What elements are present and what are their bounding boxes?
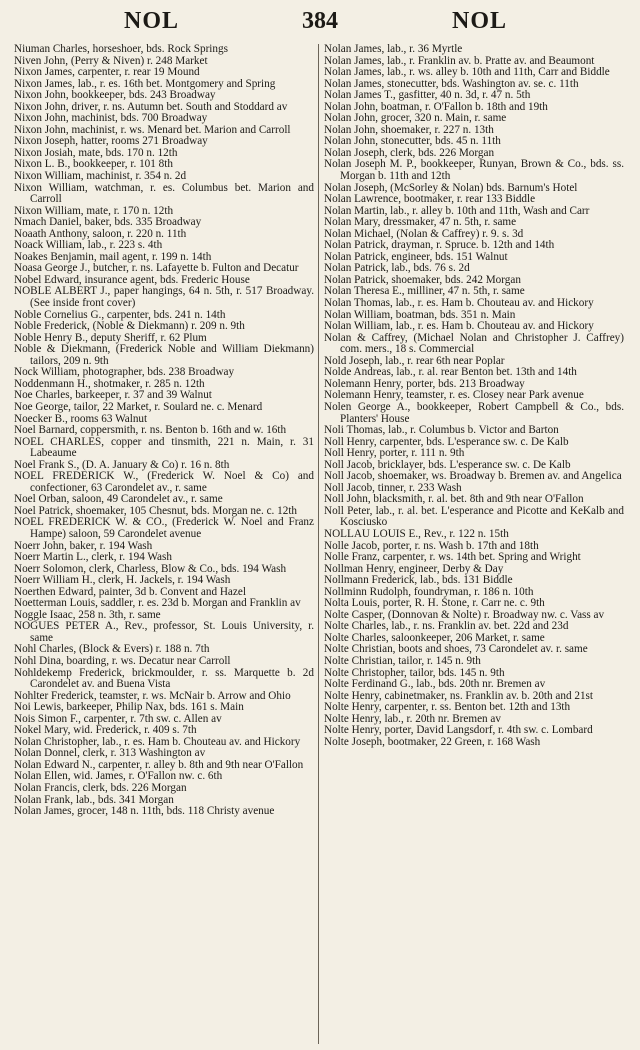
directory-entry: Nohldekemp Frederick, brickmoulder, r. ss. Marquette b. 2d Carondelet av. and Buena Vista xyxy=(14,666,314,691)
directory-entry: Nolte Henry, cabinetmaker, ns. Franklin av. b. 20th and 21st xyxy=(324,689,594,702)
directory-entry: Nixon John, driver, r. ns. Autumn bet. South and Stoddard av xyxy=(14,100,288,113)
directory-entry: Nold Joseph, lab., r. rear 6th near Poplar xyxy=(324,354,505,367)
directory-entry: NOBLE ALBERT J., paper hangings, 64 n. 5th, r. 517 Broadway. (See inside front cover) xyxy=(14,285,314,310)
directory-entry: Nolan Martin, lab., r. alley b. 10th and 11th, Wash and Carr xyxy=(324,204,590,217)
header-right-guide: NOL xyxy=(452,8,508,34)
directory-entry: Nolan Patrick, engineer, bds. 151 Walnut xyxy=(324,250,508,263)
directory-entry: Noi Lewis, barkeeper, Philip Nax, bds. 161 s. Main xyxy=(14,701,244,714)
directory-entry: Nolan Edward N., carpenter, r. alley b. 8th and 9th near O'Fallon xyxy=(14,758,304,771)
directory-entry: Nolan James, lab., r. Franklin av. b. Pratte av. and Beaumont xyxy=(324,54,595,67)
directory-entry: Noggle Isaac, 258 n. 3th, r. same xyxy=(14,608,161,621)
directory-entry: Nobel Edward, insurance agent, bds. Frederic House xyxy=(14,273,250,286)
directory-entry: Nolan Theresa E., milliner, 47 n. 5th, r. same xyxy=(324,285,525,298)
directory-entry: NOEL FREDERICK W. & CO., (Frederick W. Noel and Franz Hampe) saloon, 59 Carondelet avenue xyxy=(14,516,314,540)
directory-entry: Nixon John, bookkeeper, bds. 243 Broadway xyxy=(14,89,216,102)
directory-entry: Nolan James, lab., r. 36 Myrtle xyxy=(324,44,463,55)
directory-entry: Nolde Andreas, lab., r. al. rear Benton bet. 13th and 14th xyxy=(324,366,577,379)
directory-entry: Nolan William, boatman, bds. 351 n. Main xyxy=(324,308,516,321)
directory-entry: Noel Frank S., (D. A. January & Co) r. 16 n. 8th xyxy=(14,458,230,471)
directory-entry: Nixon William, mate, r. 170 n. 12th xyxy=(14,204,174,217)
directory-entry: Noll Peter, lab., r. al. bet. L'esperance and Picotte and KeKalb and Kosciusko xyxy=(324,504,624,529)
directory-entry: Nolte Christian, tailor, r. 145 n. 9th xyxy=(324,654,481,667)
directory-entry: Nolte Henry, carpenter, r. ss. Benton bet. 12th and 13th xyxy=(324,701,571,714)
directory-entry: Nolte Charles, saloonkeeper, 206 Market, r. same xyxy=(324,631,545,644)
directory-entry: Nolemann Henry, porter, bds. 213 Broadway xyxy=(324,377,525,390)
directory-entry: Noble & Diekmann, (Frederick Noble and William Diekmann) tailors, 209 n. 9th xyxy=(14,343,314,367)
directory-entry: Nixon Joseph, hatter, rooms 271 Broadway xyxy=(14,135,208,148)
directory-entry: Noerr William H., clerk, H. Jackels, r. 194 Wash xyxy=(14,574,231,587)
directory-entry: Nolan Lawrence, bootmaker, r. rear 133 Biddle xyxy=(324,193,536,206)
directory-entry: Noerr Martin L., clerk, r. 194 Wash xyxy=(14,551,172,564)
directory-entry: Nolta Louis, porter, R. H. Stone, r. Carr ne. c. 9th xyxy=(324,597,545,610)
directory-entry: Noel Orban, saloon, 49 Carondelet av., r. same xyxy=(14,493,223,506)
directory-entry: Nolle Jacob, porter, r. ns. Wash b. 17th and 18th xyxy=(324,539,539,552)
directory-entry: Nolan Michael, (Nolan & Caffrey) r. 9. s. 3d xyxy=(324,227,524,240)
directory-entry: Nixon John, machinist, bds. 700 Broadway xyxy=(14,112,208,125)
directory-entry: Nollman Henry, engineer, Derby & Day xyxy=(324,562,504,575)
directory-entry: Nixon John, machinist, r. ws. Menard bet. Marion and Carroll xyxy=(14,123,291,136)
directory-entry: Nixon James, carpenter, r. rear 19 Mound xyxy=(14,66,200,79)
directory-entry: Noddenmann H., shotmaker, r. 285 n. 12th xyxy=(14,377,205,390)
column-rule xyxy=(318,44,319,1044)
directory-entry: Noll John, blacksmith, r. al. bet. 8th and 9th near O'Fallon xyxy=(324,493,584,506)
directory-entry: Nolan Patrick, lab., bds. 76 s. 2d xyxy=(324,262,470,275)
directory-entry: Nolan James T., gasfitter, 40 n. 3d, r. 47 n. 5th xyxy=(324,89,531,102)
right-column xyxy=(324,44,624,748)
directory-entry: Nolan Patrick, drayman, r. Spruce. b. 12th and 14th xyxy=(324,239,555,252)
directory-entry: Nolan Francis, clerk, bds. 226 Morgan xyxy=(14,782,187,794)
directory-entry: Noetterman Louis, saddler, r. es. 23d b. Morgan and Franklin av xyxy=(14,597,301,610)
directory-entry: Nolan John, shoemaker, r. 227 n. 13th xyxy=(324,123,494,136)
directory-entry: Nolan John, stonecutter, bds. 45 n. 11th xyxy=(324,135,501,148)
directory-entry: Nolan Ellen, wid. James, r. O'Fallon nw. c. 6th xyxy=(14,770,223,783)
columns xyxy=(6,44,634,1044)
directory-entry: Nixon William, machinist, r. 354 n. 2d xyxy=(14,170,187,183)
header-left-guide: NOL xyxy=(124,8,180,34)
directory-entry: Niuman Charles, horseshoer, bds. Rock Springs xyxy=(14,44,228,55)
directory-entry: Nohl Charles, (Block & Evers) r. 188 n. 7th xyxy=(14,643,210,656)
directory-entry: Nolte Henry, porter, David Langsdorf, r. 4th sw. c. Lombard xyxy=(324,724,593,737)
directory-entry: Noll Henry, carpenter, bds. L'esperance sw. c. De Kalb xyxy=(324,435,569,448)
directory-entry: Noble Henry B., deputy Sheriff, r. 62 Plum xyxy=(14,331,207,344)
directory-entry: Noe Charles, barkeeper, r. 37 and 39 Walnut xyxy=(14,389,212,402)
directory-entry: Nixon James, lab., r. es. 16th bet. Montgomery and Spring xyxy=(14,77,276,90)
directory-entry: Nolan Christopher, lab., r. es. Ham b. Chouteau av. and Hickory xyxy=(14,735,301,748)
directory-entry: Nolte Christopher, tailor, bds. 145 n. 9th xyxy=(324,666,505,679)
directory-entry: NOLLAU LOUIS E., Rev., r. 122 n. 15th xyxy=(324,527,509,540)
directory-entry: Nolan Joseph, clerk, bds. 226 Morgan xyxy=(324,146,495,159)
directory-entry: Nolte Casper, (Donnovan & Nolte) r. Broadway nw. c. Vass av xyxy=(324,608,605,621)
directory-entry: Noack William, lab., r. 223 s. 4th xyxy=(14,239,163,252)
directory-entry: Noel Barnard, coppersmith, r. ns. Benton b. 16th and w. 16th xyxy=(14,424,287,437)
directory-entry: Noble Cornelius G., carpenter, bds. 241 n. 14th xyxy=(14,308,226,321)
directory-entry: Nolan Mary, dressmaker, 47 n. 5th, r. same xyxy=(324,216,517,229)
directory-entry: Noli Thomas, lab., r. Columbus b. Victor and Barton xyxy=(324,424,559,437)
directory-entry: Nolle Franz, carpenter, r. ws. 14th bet. Spring and Wright xyxy=(324,551,581,564)
directory-entry: Nolan John, boatman, r. O'Fallon b. 18th and 19th xyxy=(324,100,548,113)
left-column xyxy=(14,44,314,818)
directory-entry: Nokel Mary, wid. Frederick, r. 409 s. 7th xyxy=(14,724,197,737)
directory-entry: Nolan Frank, lab., bds. 341 Morgan xyxy=(14,793,174,806)
directory-entry: Noerthen Edward, painter, 3d b. Convent and Hazel xyxy=(14,585,246,598)
directory-entry: Noll Jacob, bricklayer, bds. L'esperance sw. c. De Kalb xyxy=(324,458,571,471)
directory-entry: Nolan Thomas, lab., r. es. Ham b. Chouteau av. and Hickory xyxy=(324,297,594,310)
directory-entry: Noakes Benjamin, mail agent, r. 199 n. 14th xyxy=(14,250,212,263)
directory-entry: Nohlter Frederick, teamster, r. ws. McNair b. Arrow and Ohio xyxy=(14,689,291,702)
directory-entry: Niven John, (Perry & Niven) r. 248 Market xyxy=(14,54,208,67)
directory-entry: Nolte Ferdinand G., lab., bds. 20th nr. Bremen av xyxy=(324,678,546,691)
directory-entry: Nolan James, grocer, 148 n. 11th, bds. 118 Christy avenue xyxy=(14,805,275,818)
directory-entry: Nolan William, lab., r. es. Ham b. Chouteau av. and Hickory xyxy=(324,320,594,333)
page-number: 384 xyxy=(302,8,338,34)
directory-entry: Nollmann Frederick, lab., bds. 131 Biddle xyxy=(324,574,513,587)
directory-entry: Nolan James, stonecutter, bds. Washington av. se. c. 11th xyxy=(324,77,579,90)
directory-entry: NOEL CHARLES, copper and tinsmith, 221 n. Main, r. 31 Labeaume xyxy=(14,435,314,460)
directory-entry: Noerr Solomon, clerk, Charless, Blow & Co., bds. 194 Wash xyxy=(14,562,287,575)
directory-entry: Noe George, tailor, 22 Market, r. Soulard ne. c. Menard xyxy=(14,400,263,413)
directory-entry: Nixon William, watchman, r. es. Columbus bet. Marion and Carroll xyxy=(14,181,314,206)
directory-entry: Nolan Joseph, (McSorley & Nolan) bds. Barnum's Hotel xyxy=(324,181,578,194)
directory-entry: Nolan Donnel, clerk, r. 313 Washington av xyxy=(14,747,206,760)
directory-entry: Noel Patrick, shoemaker, 105 Chesnut, bds. Morgan ne. c. 12th xyxy=(14,504,298,517)
directory-entry: Nmach Daniel, baker, bds. 335 Broadway xyxy=(14,216,202,229)
directory-entry: Nohl Dina, boarding, r. ws. Decatur near Carroll xyxy=(14,654,231,667)
directory-entry: Noll Henry, porter, r. 111 n. 9th xyxy=(324,447,465,460)
directory-entry: Noble Frederick, (Noble & Diekmann) r. 209 n. 9th xyxy=(14,320,245,333)
directory-entry: Nolte Charles, lab., r. ns. Franklin av. bet. 22d and 23d xyxy=(324,620,569,633)
directory-entry: Nolen George A., bookkeeper, Robert Campbell & Co., bds. Planters' House xyxy=(324,400,624,425)
directory-entry: Noaath Anthony, saloon, r. 220 n. 11th xyxy=(14,227,187,240)
directory-entry: Nolte Christian, boots and shoes, 73 Carondelet av. r. same xyxy=(324,643,588,656)
directory-entry: Nollminn Rudolph, foundryman, r. 186 n. 10th xyxy=(324,585,534,598)
directory-entry: NOEL FREDERICK W., (Frederick W. Noel & Co) and confectioner, 63 Carondelet av., r. same xyxy=(14,470,314,494)
directory-entry: Nolte Henry, lab., r. 20th nr. Bremen av xyxy=(324,712,501,725)
directory-entry: Nolan James, lab., r. ws. alley b. 10th and 11th, Carr and Biddle xyxy=(324,66,610,79)
directory-entry: Nolan & Caffrey, (Michael Nolan and Christopher J. Caffrey) com. mers., 18 s. Commercial xyxy=(324,331,624,356)
directory-entry: Nixon Josiah, mate, bds. 170 n. 12th xyxy=(14,146,178,159)
directory-entry: Nois Simon F., carpenter, r. 7th sw. c. Allen av xyxy=(14,712,222,725)
directory-entry: Nolan Joseph M. P., bookkeeper, Runyan, Brown & Co., bds. ss. Morgan b. 11th and 12th xyxy=(324,158,624,183)
directory-entry: Noerr John, baker, r. 194 Wash xyxy=(14,539,153,552)
directory-entry: Nolan John, grocer, 320 n. Main, r. same xyxy=(324,112,507,125)
directory-entry: Noasa George J., butcher, r. ns. Lafayette b. Fulton and Decatur xyxy=(14,262,299,275)
directory-entry: Nolan Patrick, shoemaker, bds. 242 Morgan xyxy=(324,273,521,286)
directory-entry: Nixon L. B., bookkeeper, r. 101 8th xyxy=(14,158,173,171)
directory-entry: Nock William, photographer, bds. 238 Broadway xyxy=(14,366,235,379)
directory-entry: NOGUES PETER A., Rev., professor, St. Louis University, r. same xyxy=(14,620,314,644)
directory-entry: Nolte Joseph, bootmaker, 22 Green, r. 168 Wash xyxy=(324,735,541,748)
page-header xyxy=(6,0,634,44)
directory-entry: Noll Jacob, shoemaker, ws. Broadway b. Bremen av. and Angelica xyxy=(324,470,622,483)
directory-entry: Nolemann Henry, teamster, r. es. Closey near Park avenue xyxy=(324,389,584,402)
directory-entry: Noll Jacob, tinner, r. 233 Wash xyxy=(324,481,462,494)
directory-entry: Noecker B., rooms 63 Walnut xyxy=(14,412,148,425)
